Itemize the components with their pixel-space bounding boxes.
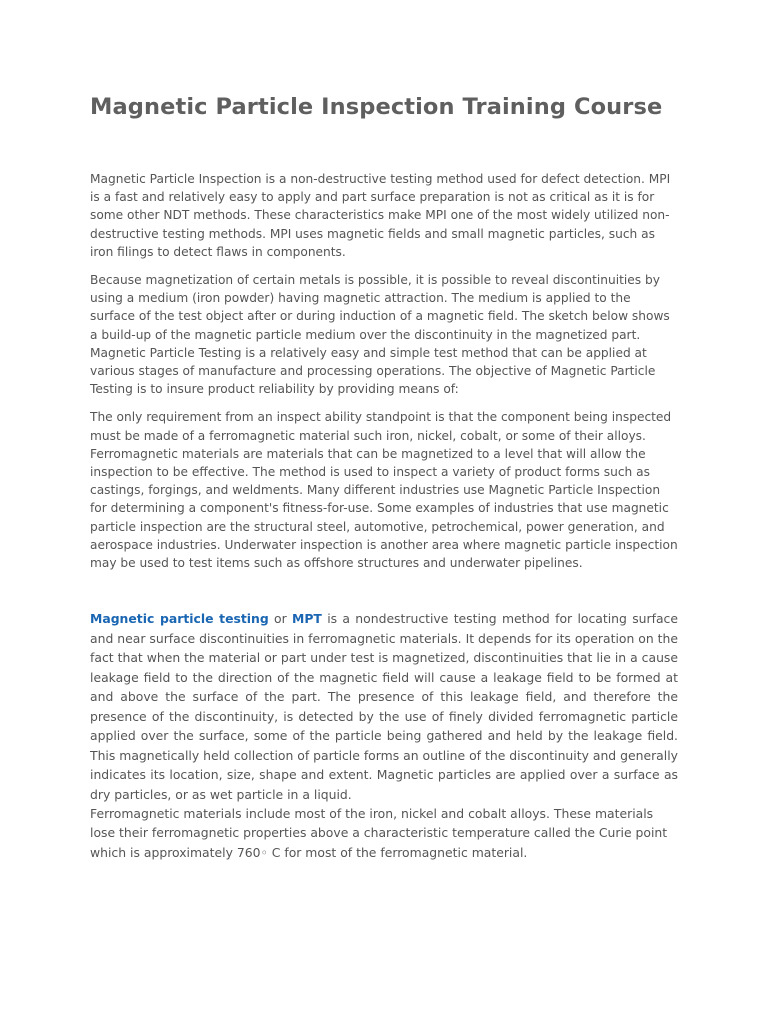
page-title: Magnetic Particle Inspection Training Course [90, 94, 663, 120]
mpt-section [90, 609, 678, 804]
paragraph-intro: Magnetic Particle Inspection is a non-destructive testing method used for defect detection. MPI is a fast and relatively easy to apply and part surface preparation is not as critical as it is for some other NDT methods. These characteristics make MPI one of the most widely utilized non-destructive testing methods. MPI uses magnetic fields and small magnetic particles, such as iron filings to detect flaws in components. [90, 172, 671, 259]
keyword-connector: or [268, 611, 293, 626]
curie-section [90, 804, 678, 862]
paragraph-curie: Ferromagnetic materials include most of the iron, nickel and cobalt alloys. These materials lose their ferromagnetic properties above a characteristic temperature called the Curie point which is approximately 760◦ C for most of the ferromagnetic material. [90, 806, 668, 860]
keyword-magnetic-particle-testing: Magnetic particle testing [90, 611, 269, 626]
paragraph-magnetization: Because magnetization of certain metals is possible, it is possible to reveal discontinuities by using a medium (iron powder) having magnetic attraction. The medium is applied to the surface of the test object after or during induction of a magnetic field. The sketch below shows a build-up of the magnetic particle medium over the discontinuity in the magnetized part. Magnetic Particle Testing is a relatively easy and simple test method that can be applied at various stages of manufacture and processing operations. The objective of Magnetic Particle Testing is to insure product reliability by providing means of: [90, 273, 670, 397]
mpt-description: is a nondestructive testing method for locating surface and near surface discontinuities in ferromagnetic materials. It depends for its operation on the fact that when the material or part under test is magnetized, discontinuities that lie in a cause leakage field to the direction of the magnetic field will cause a leakage field to be formed at and above the surface of the part. The presence of this leakage field, and therefore the presence of the discontinuity, is detected by the use of finely divided ferromagnetic particle applied over the surface, some of the particle being gathered and held by the leakage field. This magnetically held collection of particle forms an outline of the discontinuity and generally indicates its location, size, shape and extent. Magnetic particles are applied over a surface as dry particles, or as wet particle in a liquid. [90, 611, 678, 802]
paragraph-mpt [90, 609, 678, 804]
intro-body [90, 170, 678, 582]
paragraph-requirements: The only requirement from an inspect ability standpoint is that the component being inspected must be made of a ferromagnetic material such iron, nickel, cobalt, or some of their alloys. Ferromagnetic materials are materials that can be magnetized to a level that will allow the inspection to be effective. The method is used to inspect a variety of product forms such as castings, forgings, and weldments. Many different industries use Magnetic Particle Inspection for determining a component's fitness-for-use. Some examples of industries that use magnetic particle inspection are the structural steel, automotive, petrochemical, power generation, and aerospace industries. Underwater inspection is another area where magnetic particle inspection may be used to test items such as offshore structures and underwater pipelines. [90, 410, 678, 571]
keyword-mpt: MPT [292, 611, 322, 626]
